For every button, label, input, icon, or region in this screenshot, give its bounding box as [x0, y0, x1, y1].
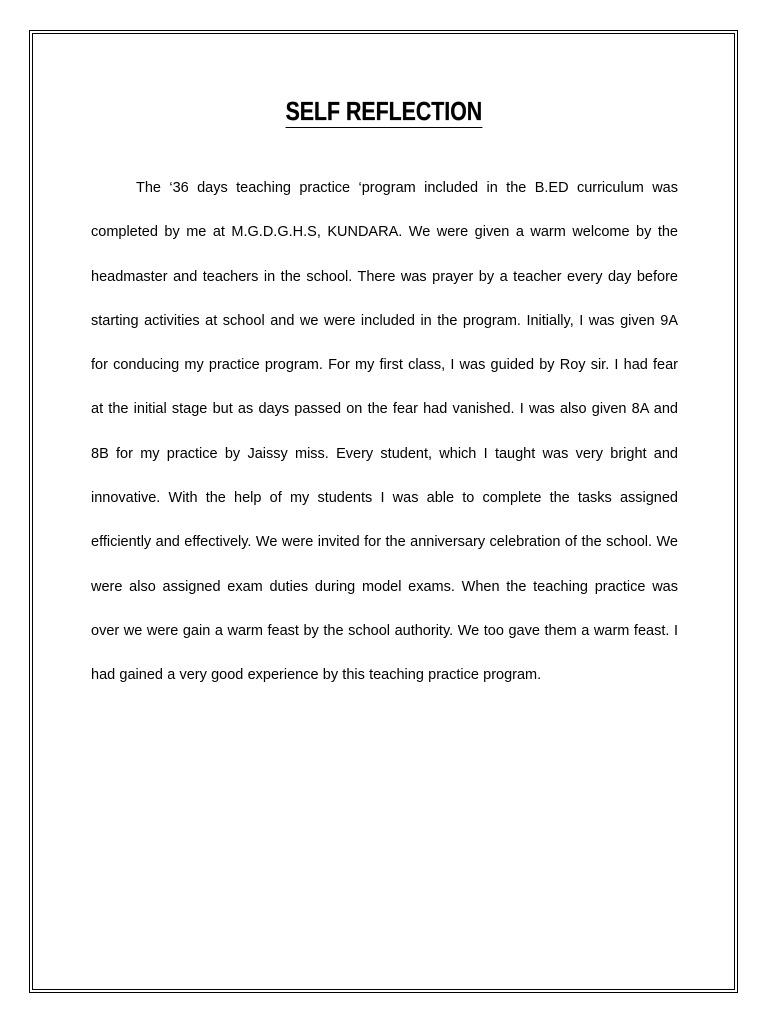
page-title-text: SELF REFLECTION	[285, 96, 483, 126]
page-title	[0, 93, 768, 129]
body-paragraph: The ‘36 days teaching practice ‘program included in the B.ED curriculum was completed by me at M.G.D.G.H.S, KUNDARA. We were given a warm welcome by the headmaster and teachers in the school. There was prayer by a teacher every day before starting activities at school and we were included in the program. Initially, I was given 9A for conducing my practice program. For my first class, I was guided by Roy sir. I had fear at the initial stage but as days passed on the fear had vanished. I was also given 8A and 8B for my practice by Jaissy miss. Every student, which I taught was very bright and innovative. With the help of my students I was able to complete the tasks assigned efficiently and effectively. We were invited for the anniversary celebration of the school. We were also assigned exam duties during model exams. When the teaching practice was over we were gain a warm feast by the school authority. We too gave them a warm feast. I had gained a very good experience by this teaching practice program.	[91, 180, 678, 684]
